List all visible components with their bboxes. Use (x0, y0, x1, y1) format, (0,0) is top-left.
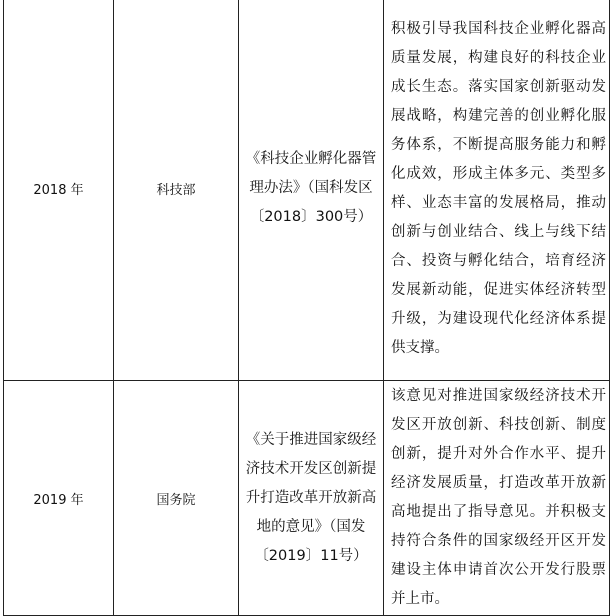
content-cell: 该意见对推进国家级经济技术开发区开放创新、科技创新、制度创新，提升对外合作水平、提升经济发展质量，打造改革开放新高地提出了指导意见。并积极支持符合条件的国家级经开区开发建设主体申请首次公开发行股票并上市。 (384, 381, 610, 616)
content-cell: 积极引导我国科技企业孵化器高质量发展，构建良好的科技企业成长生态。落实国家创新驱动发展战略，构建完善的创业孵化服务体系，不断提高服务能力和孵化成效，形成主体多元、类型多样、业态丰富的发展格局，推动创新与创业结合、线上与线下结合、投资与孵化结合，培育经济发展新动能，促进实体经济转型升级，为建设现代化经济体系提供支撑。 (384, 0, 610, 381)
department-cell: 国务院 (114, 381, 239, 616)
policy-table (3, 0, 610, 616)
table-row (4, 0, 610, 381)
year-cell: 2018 年 (4, 0, 114, 381)
document-cell: 《关于推进国家级经济技术开发区创新提升打造改革开放新高地的意见》（国发〔2019〕11号） (239, 381, 384, 616)
department-cell: 科技部 (114, 0, 239, 381)
year-cell: 2019 年 (4, 381, 114, 616)
table-row (4, 381, 610, 616)
document-cell: 《科技企业孵化器管理办法》（国科发区〔2018〕300号） (239, 0, 384, 381)
